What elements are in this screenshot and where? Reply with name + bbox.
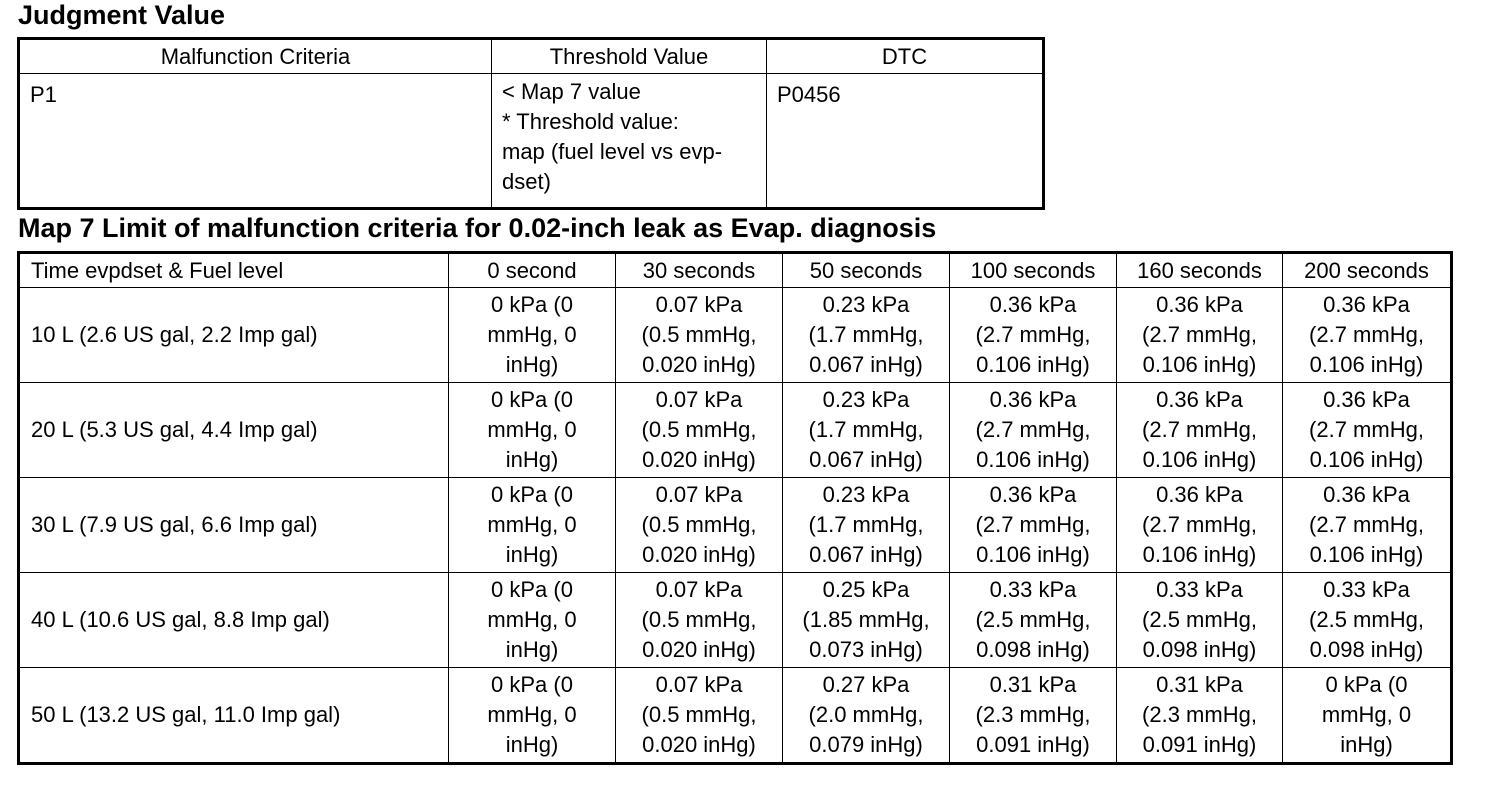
pressure-line: 0.106 inHg) [976,352,1090,377]
pressure-cell [950,288,1117,383]
pressure-cell [783,288,950,383]
pressure-cell [616,573,783,668]
fuel-level-label: 20 L (5.3 US gal, 4.4 Imp gal) [19,383,449,478]
pressure-line: 0.067 inHg) [809,447,923,472]
pressure-line: 0.067 inHg) [809,542,923,567]
pressure-line: 0.36 kPa [989,387,1077,412]
pressure-cell [616,478,783,573]
pressure-line: inHg) [505,732,559,757]
table-row [19,288,1452,383]
pressure-line: 0.07 kPa [655,387,743,412]
pressure-cell [449,383,616,478]
pressure-line: (2.7 mmHg, [975,417,1091,442]
pressure-line: 0.106 inHg) [1142,352,1257,377]
pressure-line: 0.098 inHg) [1142,637,1257,662]
table-row [19,668,1452,764]
pressure-cell [1283,668,1452,764]
pressure-cell [1117,383,1283,478]
pressure-line: (2.7 mmHg, [975,512,1091,537]
pressure-line: 0.27 kPa [822,672,910,697]
pressure-line: 0.36 kPa [1323,387,1410,412]
pressure-line: 0.36 kPa [1156,292,1243,317]
pressure-line: mmHg, 0 [1321,702,1412,727]
pressure-line: (2.7 mmHg, [1142,417,1257,442]
pressure-cell [1117,573,1283,668]
pressure-line: (2.3 mmHg, [975,702,1091,727]
pressure-line: (2.7 mmHg, [975,322,1091,347]
pressure-line: mmHg, 0 [487,702,577,727]
pressure-cell [950,573,1117,668]
pressure-line: 0.106 inHg) [1309,352,1424,377]
pressure-line: 0.25 kPa [822,577,910,602]
fuel-level-label: 30 L (7.9 US gal, 6.6 Imp gal) [19,478,449,573]
judgment-table [17,37,1045,210]
pressure-line: 0.091 inHg) [976,732,1090,757]
pressure-cell [1117,478,1283,573]
pressure-cell [616,383,783,478]
pressure-line: (1.7 mmHg, [808,512,924,537]
pressure-line: (1.85 mmHg, [802,607,930,632]
judgment-value-title: Judgment Value [18,0,226,30]
header-time-column: 200 seconds [1283,253,1452,288]
pressure-cell [449,478,616,573]
pressure-cell [783,478,950,573]
threshold-line: map (fuel level vs evp- [502,139,723,164]
pressure-line: 0 kPa (0 [491,577,573,602]
pressure-line: 0.106 inHg) [1309,542,1424,567]
pressure-line: 0.020 inHg) [642,352,756,377]
header-dtc: DTC [767,39,1044,74]
pressure-line: (0.5 mmHg, [641,322,757,347]
pressure-cell [1283,383,1452,478]
pressure-line: 0 kPa (0 [491,482,573,507]
pressure-line: 0.106 inHg) [1142,447,1257,472]
judgment-header-row [19,39,1044,74]
judgment-row [19,74,1044,209]
pressure-line: (0.5 mmHg, [641,702,757,727]
map7-title: Map 7 Limit of malfunction criteria for 0.02-inch leak as Evap. diagnosis [18,213,937,243]
table-row [19,478,1452,573]
pressure-line: 0.23 kPa [822,482,910,507]
pressure-line: 0.020 inHg) [642,542,756,567]
pressure-line: 0.36 kPa [1323,482,1410,507]
pressure-line: 0.36 kPa [989,292,1077,317]
pressure-line: 0.106 inHg) [976,542,1090,567]
pressure-cell [950,478,1117,573]
pressure-line: (0.5 mmHg, [641,607,757,632]
pressure-cell [616,288,783,383]
pressure-cell [1283,478,1452,573]
pressure-line: 0.020 inHg) [642,447,756,472]
pressure-line: 0.07 kPa [655,482,743,507]
header-time-column: 100 seconds [950,253,1117,288]
pressure-line: 0.073 inHg) [809,637,923,662]
pressure-line: 0.098 inHg) [976,637,1090,662]
pressure-line: (2.0 mmHg, [808,702,924,727]
pressure-line: 0 kPa (0 [491,672,573,697]
pressure-line: (2.5 mmHg, [1142,607,1257,632]
pressure-line: 0.23 kPa [822,292,910,317]
pressure-cell [449,668,616,764]
pressure-line: (2.5 mmHg, [1309,607,1424,632]
dtc-cell: P0456 [767,74,1044,209]
pressure-line: (2.7 mmHg, [1142,512,1257,537]
pressure-line: 0.067 inHg) [809,352,923,377]
header-time-column: 50 seconds [783,253,950,288]
pressure-cell [1117,668,1283,764]
pressure-line: (0.5 mmHg, [641,512,757,537]
pressure-line: 0.07 kPa [655,577,743,602]
fuel-level-label: 40 L (10.6 US gal, 8.8 Imp gal) [19,573,449,668]
pressure-line: 0.020 inHg) [642,732,756,757]
header-malfunction-criteria: Malfunction Criteria [19,39,492,74]
pressure-line: 0.36 kPa [1156,482,1243,507]
pressure-cell [1283,288,1452,383]
pressure-line: 0.106 inHg) [1142,542,1257,567]
pressure-line: 0 kPa (0 [1325,672,1408,697]
pressure-line: 0.091 inHg) [1142,732,1257,757]
pressure-line: 0.020 inHg) [642,637,756,662]
pressure-cell [783,383,950,478]
pressure-line: 0.31 kPa [1156,672,1243,697]
pressure-line: (2.5 mmHg, [975,607,1091,632]
header-threshold-value: Threshold Value [492,39,767,74]
pressure-line: inHg) [505,542,559,567]
threshold-cell [492,74,767,209]
pressure-cell [1117,288,1283,383]
pressure-cell [783,573,950,668]
pressure-line: 0.33 kPa [989,577,1077,602]
table-row [19,383,1452,478]
map7-table [17,251,1453,765]
pressure-line: 0.07 kPa [655,672,743,697]
pressure-cell [950,668,1117,764]
pressure-line: 0.31 kPa [989,672,1077,697]
threshold-line: < Map 7 value [502,79,641,104]
pressure-line: 0.36 kPa [1323,292,1410,317]
pressure-line: (2.7 mmHg, [1142,322,1257,347]
pressure-line: (2.3 mmHg, [1142,702,1257,727]
pressure-cell [783,668,950,764]
pressure-line: inHg) [505,447,559,472]
pressure-cell [950,383,1117,478]
header-time-column: 0 second [449,253,616,288]
pressure-line: inHg) [505,352,559,377]
pressure-line: 0.36 kPa [989,482,1077,507]
table-row [19,573,1452,668]
map7-header-row [19,253,1452,288]
pressure-line: inHg) [505,637,559,662]
pressure-cell [449,573,616,668]
pressure-line: inHg) [1340,732,1393,757]
pressure-line: 0.07 kPa [655,292,743,317]
pressure-line: (1.7 mmHg, [808,322,924,347]
pressure-line: 0 kPa (0 [491,292,573,317]
pressure-cell [616,668,783,764]
pressure-line: (2.7 mmHg, [1309,322,1424,347]
pressure-line: (2.7 mmHg, [1309,417,1424,442]
pressure-line: mmHg, 0 [487,322,577,347]
pressure-line: 0 kPa (0 [491,387,573,412]
pressure-line: (1.7 mmHg, [808,417,924,442]
criteria-cell: P1 [19,74,492,209]
pressure-line: mmHg, 0 [487,417,577,442]
threshold-line: dset) [502,169,551,194]
pressure-line: (2.7 mmHg, [1309,512,1424,537]
header-time-column: 160 seconds [1117,253,1283,288]
pressure-line: 0.098 inHg) [1309,637,1424,662]
pressure-line: (0.5 mmHg, [641,417,757,442]
pressure-line: 0.23 kPa [822,387,910,412]
pressure-cell [1283,573,1452,668]
threshold-line: * Threshold value: [502,109,679,134]
header-time-column: 30 seconds [616,253,783,288]
fuel-level-label: 50 L (13.2 US gal, 11.0 Imp gal) [19,668,449,764]
pressure-line: 0.079 inHg) [809,732,923,757]
pressure-line: mmHg, 0 [487,607,577,632]
pressure-line: 0.33 kPa [1323,577,1410,602]
header-time-fuel-level: Time evpdset & Fuel level [19,253,449,288]
pressure-line: 0.106 inHg) [1309,447,1424,472]
pressure-line: 0.36 kPa [1156,387,1243,412]
pressure-line: 0.106 inHg) [976,447,1090,472]
fuel-level-label: 10 L (2.6 US gal, 2.2 Imp gal) [19,288,449,383]
pressure-line: mmHg, 0 [487,512,577,537]
pressure-cell [449,288,616,383]
pressure-line: 0.33 kPa [1156,577,1243,602]
